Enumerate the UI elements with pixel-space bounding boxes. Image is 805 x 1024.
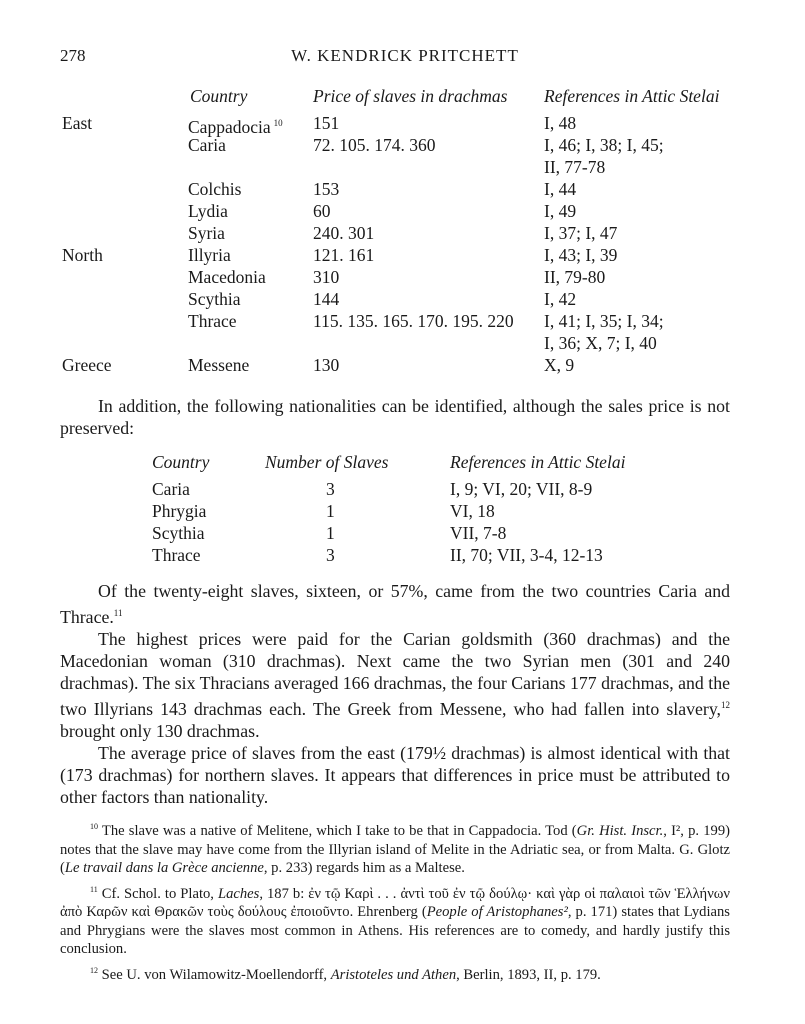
country-cell: Messene <box>188 355 250 375</box>
country-cell: Thrace <box>152 545 201 565</box>
country-cell: Caria <box>152 479 190 499</box>
references-cell: I, 48 <box>544 113 577 133</box>
price-cell: 130 <box>313 355 340 375</box>
references-cell: VII, 7-8 <box>450 523 507 543</box>
table-row <box>0 478 805 500</box>
price-cell: 60 <box>313 201 331 221</box>
number-cell: 3 <box>326 479 335 499</box>
country-cell: Macedonia <box>188 267 266 287</box>
references-cell: II, 77-78 <box>544 157 606 177</box>
references-cell: I, 37; I, 47 <box>544 223 618 243</box>
references-cell: I, 46; I, 38; I, 45; <box>544 135 664 155</box>
footnote-10: $^{10}$ The slave was a native of Melitene, which I take to be that in Cappadocia. Tod (Gr. Hist. Inscr., I², p. 199) notes that the slave may have come from the Illyrian island of Melite in the Adriatic sea, or from Malta. G. Glotz (Le travail dans la Grèce ancienne, p. 233) regards him as a Maltese. <box>60 822 730 876</box>
paragraph: Of the twenty-eight slaves, sixteen, or 57%, came from the two countries Caria and Thrace.$^{11}$ <box>60 581 730 627</box>
table-row <box>0 522 805 544</box>
footnote-marker: 11 <box>113 608 123 618</box>
table-row <box>0 544 805 566</box>
running-header <box>60 46 750 70</box>
table-row <box>0 332 805 354</box>
references-cell: I, 44 <box>544 179 577 199</box>
number-cell: 3 <box>326 545 335 565</box>
column-header-number: Number of Slaves <box>265 452 389 472</box>
country-cell: Caria <box>188 135 226 155</box>
table-row <box>0 288 805 310</box>
country-cell: Illyria <box>188 245 231 265</box>
table-row <box>0 354 805 376</box>
price-cell: 144 <box>313 289 340 309</box>
references-cell: I, 42 <box>544 289 577 309</box>
references-cell: I, 9; VI, 20; VII, 8-9 <box>450 479 593 499</box>
running-head-author: W. KENDRICK PRITCHETT <box>291 46 519 65</box>
price-cell: 240. 301 <box>313 223 375 243</box>
table-row <box>0 310 805 332</box>
footnotes <box>60 818 730 987</box>
region-cell: East <box>62 113 93 133</box>
footnote-12: $^{12}$ See U. von Wilamowitz-Moellendorff, Aristoteles und Athen, Berlin, 1893, II, p. 179. <box>90 965 601 983</box>
table-row <box>0 222 805 244</box>
references-cell: II, 79-80 <box>544 267 606 287</box>
paragraph: The average price of slaves from the east (179½ drachmas) is almost identical with that (173 drachmas) for northern slaves. It appears that differences in price must be attributed to other factors than nationality. <box>60 743 730 807</box>
table-row <box>0 112 805 137</box>
column-header-country: Country <box>152 452 210 472</box>
table-row <box>0 178 805 200</box>
price-cell: 72. 105. 174. 360 <box>313 135 436 155</box>
column-header-price: Price of slaves in drachmas <box>313 86 508 106</box>
page-number: 278 <box>60 46 86 65</box>
column-header-references: References in Attic Stelai <box>544 86 720 106</box>
references-cell: II, 70; VII, 3-4, 12-13 <box>450 545 603 565</box>
references-cell: X, 9 <box>544 355 575 375</box>
footnote-11: $^{11}$ Cf. Schol. to Plato, Laches, 187 b: ἐν τῷ Καρὶ . . . ἀντὶ τοῦ ἐν τῷ δούλῳ· καὶ γὰρ οἱ παλαιοὶ τῶν Ἑλλήνων ἀπὸ Καρῶν καὶ Θρακῶν τοὺς δούλους ἐποιοῦντο. Ehrenberg (People of Aristophanes², p. 171) states that Lydians and Phrygians were the slaves most common in Athens. His references are to comedy, and hardly justify this conclusion. <box>60 884 730 957</box>
country-cell: Lydia <box>188 201 228 221</box>
number-cell: 1 <box>326 523 335 543</box>
country-cell: Cappadocia $^{10}$ <box>188 117 283 137</box>
country-cell: Colchis <box>188 179 242 199</box>
paragraph: The highest prices were paid for the Carian goldsmith (360 drachmas) and the Macedonian woman (310 drachmas). Next came the two Syrian men (301 and 240 drachmas). The six Thracians averaged 166 drachmas, the four Carians 177 drachmas, and the two Illyrians 143 drachmas each. The Greek from Messene, who had fallen into slavery,$^{12}$ brought only 130 drachmas. <box>60 629 730 741</box>
body-text <box>60 580 730 808</box>
references-cell: I, 41; I, 35; I, 34; <box>544 311 664 331</box>
country-cell: Phrygia <box>152 501 207 521</box>
table-row <box>0 200 805 222</box>
country-cell: Syria <box>188 223 225 243</box>
price-cell: 151 <box>313 113 340 133</box>
region-cell: North <box>62 245 103 265</box>
intro-paragraph: In addition, the following nationalities can be identified, although the sales price is not preserved: <box>60 396 730 438</box>
footnote-marker: 10 <box>273 118 283 128</box>
column-header-country: Country <box>190 86 248 106</box>
references-cell: I, 49 <box>544 201 577 221</box>
references-cell: VI, 18 <box>450 501 495 521</box>
column-header-references: References in Attic Stelai <box>450 452 626 472</box>
references-cell: I, 36; X, 7; I, 40 <box>544 333 657 353</box>
table-row <box>0 266 805 288</box>
references-cell: I, 43; I, 39 <box>544 245 618 265</box>
footnote-marker: 12 <box>721 700 730 710</box>
price-cell: 121. 161 <box>313 245 375 265</box>
region-cell: Greece <box>62 355 112 375</box>
table-row <box>0 156 805 178</box>
table-row <box>0 134 805 156</box>
country-cell: Scythia <box>152 523 205 543</box>
table-row <box>0 244 805 266</box>
price-cell: 115. 135. 165. 170. 195. 220 <box>313 311 514 331</box>
country-cell: Scythia <box>188 289 241 309</box>
table-row <box>0 500 805 522</box>
country-cell: Thrace <box>188 311 237 331</box>
price-cell: 153 <box>313 179 340 199</box>
price-cell: 310 <box>313 267 340 287</box>
number-cell: 1 <box>326 501 335 521</box>
